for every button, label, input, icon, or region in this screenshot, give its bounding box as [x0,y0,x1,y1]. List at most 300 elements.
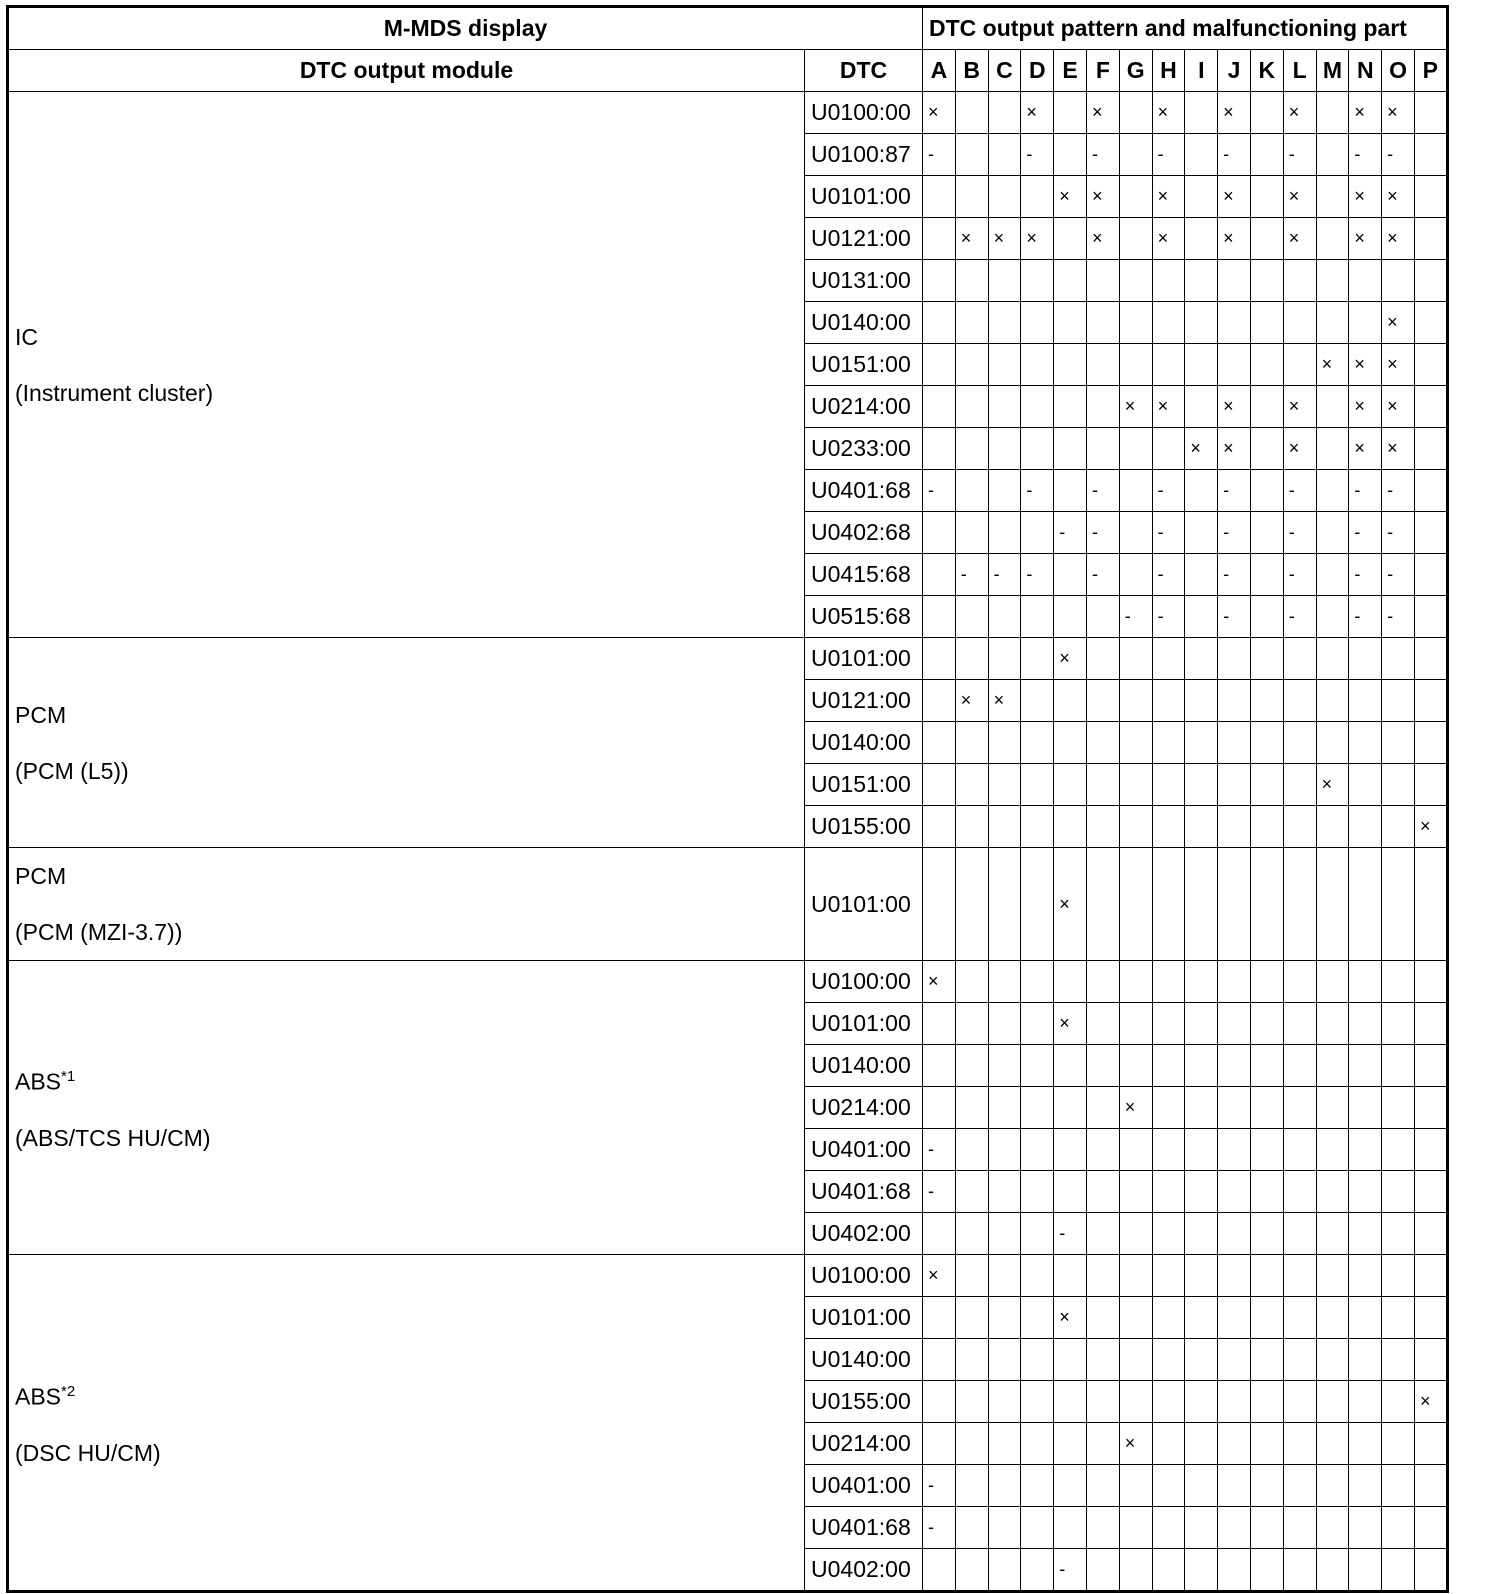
pattern-cell-e [1054,1255,1087,1297]
pattern-cell-k [1250,1339,1283,1381]
pattern-cell-l [1283,1465,1316,1507]
pattern-cell-f [1086,1381,1119,1423]
pattern-cell-c [988,961,1021,1003]
pattern-cell-i [1185,1129,1218,1171]
pattern-cell-m [1316,1465,1349,1507]
dtc-column-header: DTC [805,50,923,92]
pattern-cell-e [1054,764,1087,806]
pattern-letter-l: L [1283,50,1316,92]
pattern-cell-a [923,638,956,680]
pattern-cell-i [1185,1507,1218,1549]
pattern-cell-e [1054,134,1087,176]
pattern-cell-l: × [1283,386,1316,428]
pattern-cell-l: - [1283,470,1316,512]
pattern-cell-m [1316,1297,1349,1339]
pattern-cell-b: × [955,680,988,722]
pattern-cell-a [923,554,956,596]
dtc-code: U0140:00 [805,1045,923,1087]
pattern-title: DTC output pattern and malfunctioning part [923,7,1448,50]
pattern-cell-b [955,961,988,1003]
pattern-cell-m [1316,218,1349,260]
pattern-cell-f [1086,1129,1119,1171]
pattern-letter-i: I [1185,50,1218,92]
pattern-cell-g [1119,1129,1152,1171]
pattern-cell-k [1250,848,1283,961]
pattern-cell-i [1185,1003,1218,1045]
pattern-cell-e: × [1054,848,1087,961]
pattern-cell-m [1316,512,1349,554]
pattern-cell-a [923,386,956,428]
pattern-cell-m [1316,722,1349,764]
pattern-cell-o [1382,806,1415,848]
pattern-cell-a: × [923,961,956,1003]
pattern-cell-m [1316,554,1349,596]
pattern-cell-o [1382,1087,1415,1129]
pattern-cell-d [1021,1087,1054,1129]
pattern-cell-e: × [1054,638,1087,680]
dtc-code: U0401:00 [805,1465,923,1507]
pattern-cell-p [1414,848,1447,961]
pattern-cell-a [923,176,956,218]
pattern-cell-l [1283,1255,1316,1297]
pattern-cell-l [1283,764,1316,806]
pattern-cell-p [1414,596,1447,638]
pattern-cell-k [1250,1171,1283,1213]
pattern-cell-f [1086,1087,1119,1129]
table-row [8,961,1448,1003]
pattern-cell-o: - [1382,554,1415,596]
pattern-cell-a [923,1381,956,1423]
pattern-cell-n [1349,1297,1382,1339]
pattern-cell-p [1414,1087,1447,1129]
module-name: PCM [15,701,67,728]
pattern-cell-n [1349,1087,1382,1129]
pattern-cell-p [1414,764,1447,806]
pattern-cell-k [1250,596,1283,638]
module-cell [8,1255,805,1592]
module-description: (DSC HU/CM) [15,1439,161,1466]
pattern-letter-d: D [1021,50,1054,92]
pattern-cell-i [1185,218,1218,260]
table-row [8,848,1448,961]
pattern-cell-d [1021,1507,1054,1549]
pattern-cell-n: × [1349,176,1382,218]
pattern-cell-k [1250,512,1283,554]
pattern-cell-n [1349,806,1382,848]
pattern-cell-k [1250,1549,1283,1592]
pattern-cell-i [1185,1171,1218,1213]
pattern-cell-l [1283,302,1316,344]
pattern-cell-d [1021,806,1054,848]
pattern-cell-m [1316,1255,1349,1297]
pattern-cell-g [1119,848,1152,961]
pattern-cell-f: - [1086,134,1119,176]
pattern-cell-k [1250,302,1283,344]
dtc-code: U0140:00 [805,1339,923,1381]
pattern-cell-p [1414,512,1447,554]
pattern-cell-g [1119,1339,1152,1381]
pattern-cell-n: - [1349,512,1382,554]
pattern-cell-k [1250,722,1283,764]
pattern-cell-g [1119,806,1152,848]
pattern-cell-o [1382,1171,1415,1213]
pattern-cell-i [1185,134,1218,176]
pattern-cell-g [1119,1045,1152,1087]
pattern-cell-e [1054,1171,1087,1213]
pattern-cell-c [988,1213,1021,1255]
pattern-cell-o [1382,722,1415,764]
pattern-cell-o: - [1382,134,1415,176]
pattern-cell-a [923,302,956,344]
module-description: (PCM (MZI-3.7)) [15,919,183,945]
pattern-cell-c [988,92,1021,134]
pattern-cell-d [1021,386,1054,428]
pattern-cell-g [1119,1297,1152,1339]
pattern-cell-h [1152,961,1185,1003]
module-cell [8,961,805,1255]
pattern-cell-d [1021,961,1054,1003]
pattern-cell-j [1218,722,1251,764]
pattern-cell-m [1316,260,1349,302]
pattern-cell-f [1086,344,1119,386]
pattern-cell-n: × [1349,386,1382,428]
dtc-code: U0214:00 [805,386,923,428]
pattern-cell-l: × [1283,92,1316,134]
pattern-cell-i [1185,1339,1218,1381]
pattern-cell-f: × [1086,218,1119,260]
pattern-cell-c [988,638,1021,680]
pattern-cell-m [1316,1423,1349,1465]
pattern-cell-j [1218,344,1251,386]
pattern-cell-h [1152,1549,1185,1592]
pattern-cell-h [1152,1465,1185,1507]
pattern-cell-e [1054,260,1087,302]
pattern-cell-o [1382,764,1415,806]
dtc-table [6,5,1449,1593]
pattern-cell-k [1250,92,1283,134]
pattern-cell-h [1152,1045,1185,1087]
module-footnote-mark: *1 [61,1068,76,1086]
pattern-cell-p [1414,1549,1447,1592]
pattern-cell-i [1185,302,1218,344]
pattern-cell-i [1185,1381,1218,1423]
pattern-cell-b [955,344,988,386]
pattern-cell-a [923,596,956,638]
pattern-cell-d: - [1021,554,1054,596]
pattern-cell-g: × [1119,1087,1152,1129]
pattern-cell-c [988,722,1021,764]
pattern-cell-b [955,1423,988,1465]
pattern-cell-l: - [1283,554,1316,596]
pattern-cell-e [1054,596,1087,638]
pattern-cell-m [1316,470,1349,512]
pattern-cell-h [1152,1381,1185,1423]
pattern-cell-j: × [1218,218,1251,260]
pattern-cell-c [988,1297,1021,1339]
pattern-cell-l [1283,680,1316,722]
pattern-cell-c: × [988,680,1021,722]
pattern-cell-p [1414,344,1447,386]
pattern-cell-m [1316,428,1349,470]
pattern-cell-g [1119,1255,1152,1297]
pattern-cell-g [1119,428,1152,470]
pattern-cell-i [1185,806,1218,848]
pattern-cell-a [923,428,956,470]
pattern-cell-e [1054,1339,1087,1381]
pattern-cell-c [988,134,1021,176]
pattern-cell-k [1250,1255,1283,1297]
pattern-cell-j: × [1218,176,1251,218]
pattern-cell-p [1414,1129,1447,1171]
pattern-cell-n [1349,680,1382,722]
pattern-cell-c [988,764,1021,806]
pattern-cell-h [1152,260,1185,302]
pattern-letter-g: G [1119,50,1152,92]
dtc-code: U0100:87 [805,134,923,176]
pattern-cell-g: × [1119,1423,1152,1465]
pattern-cell-b [955,386,988,428]
pattern-cell-d [1021,1297,1054,1339]
pattern-cell-j [1218,1465,1251,1507]
pattern-cell-m [1316,1213,1349,1255]
pattern-cell-k [1250,260,1283,302]
pattern-cell-p [1414,428,1447,470]
pattern-cell-a [923,848,956,961]
pattern-cell-h: - [1152,134,1185,176]
pattern-cell-i [1185,1087,1218,1129]
pattern-cell-d [1021,1045,1054,1087]
pattern-letter-p: P [1414,50,1447,92]
pattern-cell-g [1119,176,1152,218]
pattern-cell-j [1218,1339,1251,1381]
pattern-cell-g [1119,764,1152,806]
pattern-cell-l [1283,1213,1316,1255]
pattern-cell-n [1349,1465,1382,1507]
module-name: PCM [15,863,67,889]
pattern-cell-b: - [955,554,988,596]
pattern-cell-l: - [1283,596,1316,638]
pattern-cell-j [1218,680,1251,722]
pattern-cell-f [1086,1297,1119,1339]
pattern-cell-h [1152,638,1185,680]
pattern-cell-o [1382,961,1415,1003]
pattern-cell-l [1283,1507,1316,1549]
pattern-cell-c [988,1129,1021,1171]
dtc-code: U0140:00 [805,302,923,344]
pattern-cell-f [1086,1465,1119,1507]
pattern-cell-d [1021,848,1054,961]
pattern-cell-p [1414,302,1447,344]
pattern-cell-e [1054,1381,1087,1423]
pattern-cell-p [1414,134,1447,176]
pattern-cell-d [1021,344,1054,386]
module-name: ABS [15,1383,62,1410]
pattern-cell-a: - [923,470,956,512]
pattern-cell-p [1414,961,1447,1003]
pattern-cell-e [1054,554,1087,596]
pattern-cell-l [1283,260,1316,302]
pattern-cell-g [1119,260,1152,302]
pattern-cell-j: - [1218,512,1251,554]
pattern-cell-m: × [1316,764,1349,806]
pattern-cell-g [1119,344,1152,386]
pattern-cell-j [1218,1381,1251,1423]
pattern-cell-g [1119,470,1152,512]
pattern-cell-k [1250,1423,1283,1465]
pattern-cell-i [1185,848,1218,961]
pattern-cell-l [1283,1003,1316,1045]
pattern-cell-g [1119,302,1152,344]
pattern-letter-o: O [1382,50,1415,92]
pattern-cell-e [1054,1045,1087,1087]
pattern-cell-i [1185,512,1218,554]
pattern-cell-c [988,428,1021,470]
pattern-cell-n [1349,1003,1382,1045]
pattern-cell-k [1250,1381,1283,1423]
pattern-cell-b [955,1339,988,1381]
pattern-cell-p [1414,1465,1447,1507]
pattern-cell-p [1414,92,1447,134]
dtc-code: U0131:00 [805,260,923,302]
pattern-cell-m [1316,848,1349,961]
pattern-cell-k [1250,176,1283,218]
pattern-cell-n: × [1349,344,1382,386]
pattern-cell-p [1414,722,1447,764]
pattern-cell-e: × [1054,1003,1087,1045]
pattern-cell-b [955,428,988,470]
pattern-cell-l [1283,1381,1316,1423]
pattern-letter-e: E [1054,50,1087,92]
pattern-cell-h [1152,1255,1185,1297]
pattern-cell-c: - [988,554,1021,596]
table-row [8,92,1448,134]
pattern-cell-m [1316,1129,1349,1171]
pattern-cell-b [955,764,988,806]
pattern-cell-h [1152,1213,1185,1255]
pattern-cell-c [988,1381,1021,1423]
pattern-cell-c [988,176,1021,218]
pattern-cell-p [1414,1339,1447,1381]
pattern-cell-j: - [1218,134,1251,176]
pattern-cell-f [1086,1045,1119,1087]
pattern-cell-o: × [1382,92,1415,134]
pattern-cell-f [1086,260,1119,302]
table-row [8,1255,1448,1297]
module-footnote-mark: *2 [61,1383,76,1401]
pattern-cell-e [1054,1507,1087,1549]
pattern-cell-p: × [1414,1381,1447,1423]
pattern-cell-a: × [923,1255,956,1297]
pattern-cell-m [1316,1003,1349,1045]
pattern-cell-n [1349,1255,1382,1297]
pattern-cell-e: - [1054,512,1087,554]
pattern-cell-n: - [1349,596,1382,638]
pattern-cell-k [1250,638,1283,680]
pattern-cell-h: - [1152,596,1185,638]
pattern-cell-e [1054,1129,1087,1171]
pattern-cell-p [1414,1507,1447,1549]
pattern-cell-m [1316,961,1349,1003]
pattern-cell-e: - [1054,1213,1087,1255]
pattern-cell-n [1349,1507,1382,1549]
pattern-cell-j [1218,1423,1251,1465]
pattern-cell-p [1414,1213,1447,1255]
pattern-cell-o: - [1382,512,1415,554]
pattern-cell-j [1218,638,1251,680]
dtc-code: U0100:00 [805,92,923,134]
pattern-cell-g [1119,1213,1152,1255]
pattern-cell-i [1185,470,1218,512]
display-title: M-MDS display [8,7,923,50]
pattern-cell-c: × [988,218,1021,260]
pattern-cell-b [955,1255,988,1297]
pattern-cell-a [923,1339,956,1381]
pattern-cell-o [1382,848,1415,961]
dtc-code: U0214:00 [805,1423,923,1465]
pattern-cell-j [1218,260,1251,302]
pattern-cell-e: × [1054,1297,1087,1339]
pattern-cell-f [1086,1339,1119,1381]
pattern-cell-f: × [1086,176,1119,218]
pattern-cell-m [1316,386,1349,428]
header-row-columns [8,50,1448,92]
pattern-cell-k [1250,1003,1283,1045]
pattern-cell-m [1316,806,1349,848]
pattern-cell-g [1119,1171,1152,1213]
pattern-cell-a [923,1423,956,1465]
pattern-cell-j [1218,1213,1251,1255]
pattern-cell-h: × [1152,386,1185,428]
pattern-cell-d [1021,260,1054,302]
pattern-cell-e: - [1054,1549,1087,1592]
pattern-cell-m [1316,1381,1349,1423]
pattern-cell-g: × [1119,386,1152,428]
pattern-cell-f [1086,722,1119,764]
pattern-cell-m [1316,302,1349,344]
pattern-cell-a [923,260,956,302]
pattern-cell-h [1152,1423,1185,1465]
module-cell [8,92,805,638]
pattern-cell-p [1414,1003,1447,1045]
pattern-cell-o [1382,1465,1415,1507]
pattern-cell-c [988,1003,1021,1045]
pattern-cell-d [1021,428,1054,470]
module-description: (Instrument cluster) [15,379,214,406]
pattern-cell-b [955,1507,988,1549]
pattern-cell-j [1218,806,1251,848]
pattern-cell-n [1349,638,1382,680]
pattern-cell-k [1250,218,1283,260]
pattern-cell-l [1283,1045,1316,1087]
pattern-cell-k [1250,961,1283,1003]
pattern-cell-i [1185,554,1218,596]
pattern-cell-l [1283,1549,1316,1592]
pattern-cell-f [1086,848,1119,961]
pattern-cell-d [1021,302,1054,344]
pattern-cell-m [1316,1507,1349,1549]
pattern-cell-i: × [1185,428,1218,470]
pattern-cell-h: × [1152,92,1185,134]
dtc-code: U0233:00 [805,428,923,470]
pattern-cell-p [1414,638,1447,680]
pattern-cell-f: - [1086,512,1119,554]
pattern-cell-i [1185,1465,1218,1507]
pattern-cell-o [1382,1213,1415,1255]
pattern-cell-o [1382,1129,1415,1171]
pattern-cell-p: × [1414,806,1447,848]
pattern-cell-a [923,1087,956,1129]
pattern-cell-d [1021,680,1054,722]
